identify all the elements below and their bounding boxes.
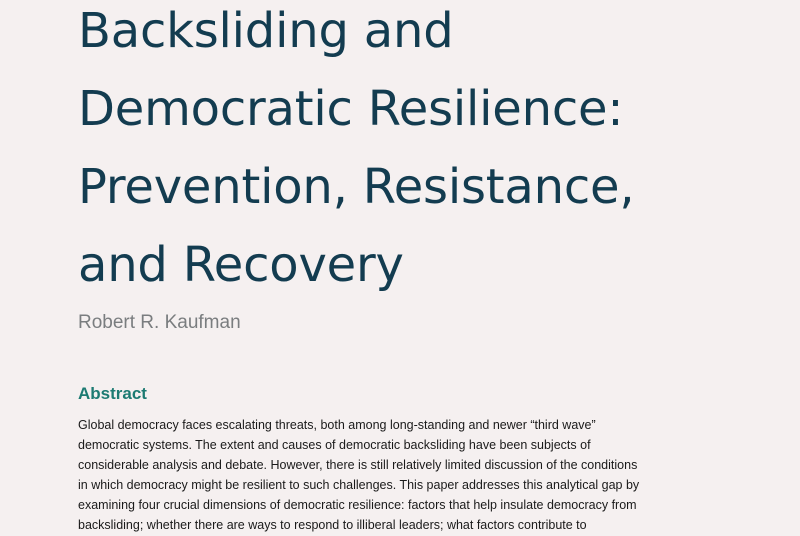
abstract-line: backsliding; whether there are ways to respond to illiberal leaders; what factors contribute to — [78, 518, 587, 532]
abstract-line: in which democracy might be resilient to such challenges. This paper addresses this analytical gap by — [78, 478, 640, 492]
abstract-line: considerable analysis and debate. However, there is still relatively limited discussion of the conditions — [78, 458, 638, 472]
author-name: Robert R. Kaufman — [78, 312, 241, 333]
abstract-heading: Abstract — [78, 384, 147, 403]
abstract-body — [78, 415, 728, 535]
title-line: and Recovery — [78, 237, 404, 293]
title-line: Backsliding and — [78, 3, 454, 59]
abstract-line: democratic systems. The extent and causes of democratic backsliding have been subjects of — [78, 438, 591, 452]
title-line: Democratic Resilience: — [78, 81, 624, 137]
document-title — [78, 0, 634, 304]
title-line: Prevention, Resistance, — [78, 159, 635, 215]
abstract-line: examining four crucial dimensions of democratic resilience: factors that help insulate democracy from — [78, 498, 637, 512]
abstract-line: Global democracy faces escalating threats, both among long-standing and newer “third wave” — [78, 418, 596, 432]
